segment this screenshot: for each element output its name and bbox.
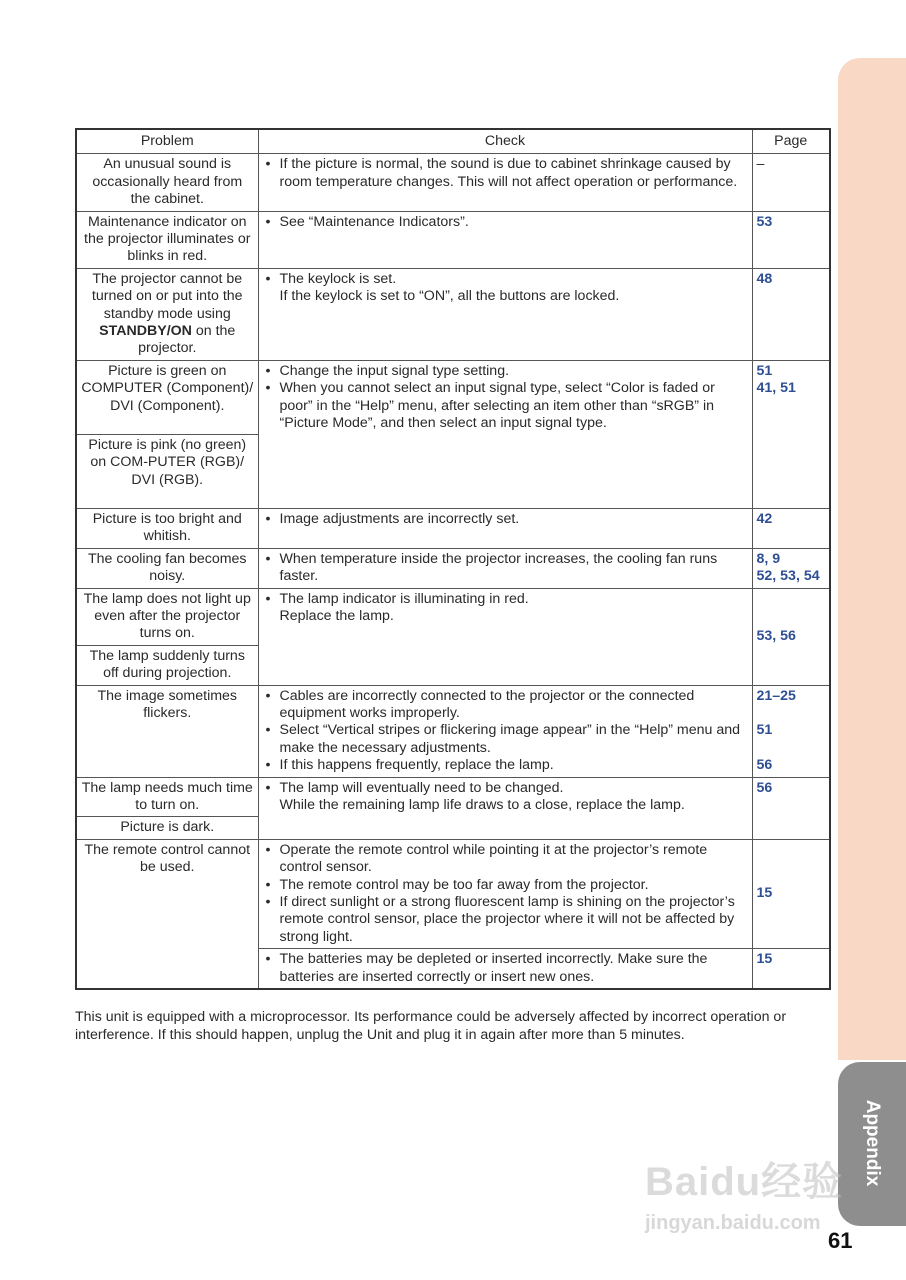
check-item: • Image adjustments are incorrectly set. [263,511,748,528]
check-text: The keylock is set. [279,270,397,287]
page-ref: 51 [756,362,773,379]
page-cell: 56 [752,777,830,839]
header-check: Check [258,129,752,154]
page-ref: 56 [756,757,773,774]
check-text: The lamp will eventually need to be changed. [279,779,564,796]
table-row [76,588,830,645]
table-row [76,839,830,948]
page-cell: 48 [752,268,830,360]
page-ref: 41, 51 [756,380,796,397]
problem-cell: Picture is dark. [76,817,258,839]
check-item: • If direct sunlight or a strong fluorescent lamp is shining on the projector’s remote control sensor, place the projector where it will not be affected by strong light. [263,894,748,946]
problem-cell: An unusual sound is occasionally heard from the cabinet. [76,154,258,211]
check-item: • Cables are incorrectly connected to the projector or the connected equipment works improperly. [263,688,748,723]
check-continuation: Replace the lamp. [279,607,394,624]
header-page: Page [752,129,830,154]
check-item: • If the picture is normal, the sound is due to cabinet shrinkage caused by room temperature changes. This will not affect operation or performance. [263,156,748,191]
standby-on-button-label: STANDBY/ON [99,323,192,340]
check-cell [258,548,752,588]
page-number: 61 [828,1228,853,1253]
check-continuation: While the remaining lamp life draws to a close, replace the lamp. [279,796,685,813]
page-cell: 53, 56 [752,588,830,685]
table-row [76,685,830,777]
check-item: • Select “Vertical stripes or flickering image appear” in the “Help” menu and make the necessary adjustments. [263,722,748,757]
check-item: • The remote control may be too far away from the projector. [263,877,748,894]
problem-text: The projector cannot be turned on or put into the standby mode using [91,270,243,322]
problem-cell [76,268,258,360]
side-tab-decoration [838,58,906,1060]
table-row [76,154,830,211]
check-item: • See “Maintenance Indicators”. [263,214,748,231]
problem-cell: Maintenance indicator on the projector illuminates or blinks in red. [76,211,258,268]
check-cell [258,588,752,685]
check-item: • Change the input signal type setting. [263,363,748,380]
check-item [263,780,748,815]
table-row [76,268,830,360]
table-row [76,360,830,434]
check-item: • When you cannot select an input signal type, select “Color is faded or poor” in the “Help” menu, after selecting an item other than “sRGB” in “Picture Mode”, and then select an input signal type. [263,380,748,432]
problem-cell: Picture is too bright and whitish. [76,508,258,548]
page-cell [752,360,830,508]
check-cell [258,839,752,948]
problem-cell: The cooling fan becomes noisy. [76,548,258,588]
header-problem: Problem [76,129,258,154]
problem-cell: Picture is green on COMPUTER (Component)/ DVI (Component). [76,360,258,434]
check-text: The lamp indicator is illuminating in red. [279,590,529,607]
check-item [263,591,748,626]
check-cell [258,685,752,777]
microprocessor-note: This unit is equipped with a microprocessor. Its performance could be adversely affected by incorrect operation or interference. If this should happen, unplug the Unit and plug it in again after more than 5 minutes. [75,1009,787,1044]
problem-cell: The image sometimes flickers. [76,685,258,777]
problem-text: on the projector. [138,323,236,357]
page-cell: 42 [752,508,830,548]
page-ref: 21–25 [756,687,796,704]
check-cell [258,211,752,268]
page-ref: 8, 9 [756,550,781,567]
page-cell: 15 [752,839,830,948]
table-header-row [76,129,830,154]
check-item: • Operate the remote control while pointing it at the projector’s remote control sensor. [263,842,748,877]
check-cell [258,777,752,839]
table-row [76,508,830,548]
watermark-logo: Baidu经验 [645,1160,844,1204]
table-row [76,211,830,268]
check-cell [258,508,752,548]
check-item [263,271,748,306]
page-cell: 15 [752,949,830,989]
troubleshooting-table [75,128,831,990]
table-row [76,548,830,588]
appendix-tab-label: Appendix [862,1099,883,1187]
watermark-url: jingyan.baidu.com [645,1212,821,1234]
page-cell: – [752,154,830,211]
page-ref: 51 [756,722,773,739]
check-cell [258,949,752,989]
check-cell [258,268,752,360]
page-ref [757,740,826,757]
check-item: • The batteries may be depleted or inserted incorrectly. Make sure the batteries are inserted correctly or insert new ones. [263,951,748,986]
page-cell: 53 [752,211,830,268]
check-continuation: If the keylock is set to “ON”, all the buttons are locked. [279,288,620,305]
page-cell [752,685,830,777]
check-item: • When temperature inside the projector increases, the cooling fan runs faster. [263,551,748,586]
page-ref: 52, 53, 54 [756,568,820,585]
problem-cell: The lamp does not light up even after the projector turns on. [76,588,258,645]
check-item: • If this happens frequently, replace the lamp. [263,757,748,774]
problem-cell: Picture is pink (no green) on COM-PUTER (RGB)/ DVI (RGB). [76,434,258,508]
page-cell [752,548,830,588]
page-ref [757,705,826,722]
check-cell [258,154,752,211]
table-row [76,777,830,817]
check-cell [258,360,752,508]
problem-cell: The lamp suddenly turns off during projection. [76,645,258,685]
problem-cell: The remote control cannot be used. [76,839,258,989]
problem-cell: The lamp needs much time to turn on. [76,777,258,817]
